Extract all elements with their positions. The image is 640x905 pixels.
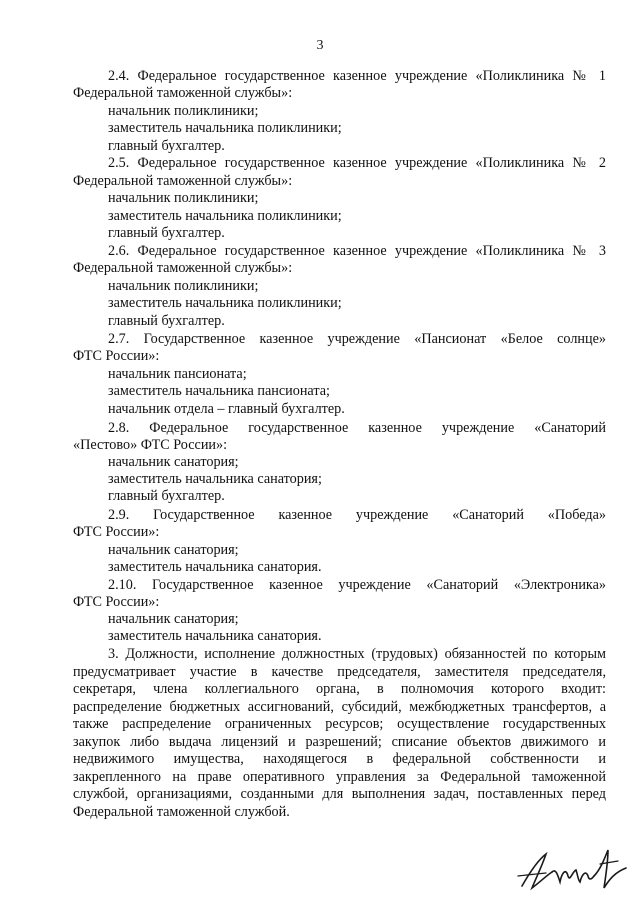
item-2-8-heading-cont: «Пестово» ФТС России»: bbox=[73, 437, 228, 453]
position-line: начальник поликлиники; bbox=[108, 190, 259, 206]
item-2-6-heading-cont: Федеральной таможенной службы»: bbox=[73, 260, 293, 276]
position-line: заместитель начальника санатория. bbox=[108, 559, 322, 575]
item-2-8-heading: 2.8. Федеральное государственное казенное учреждение «Санаторий bbox=[108, 420, 606, 436]
paragraph-3-line: также распределение ограниченных ресурсов; осуществление государственных bbox=[73, 716, 606, 732]
position-line: начальник санатория; bbox=[108, 454, 239, 470]
position-line: начальник санатория; bbox=[108, 542, 239, 558]
item-2-10-heading: 2.10. Государственное казенное учреждение «Санаторий «Электроника» bbox=[108, 577, 606, 593]
item-2-9-heading-cont: ФТС России»: bbox=[73, 524, 160, 540]
paragraph-3-line: Федеральной таможенной службой. bbox=[73, 804, 290, 820]
item-2-9-heading: 2.9. Государственное казенное учреждение «Санаторий «Победа» bbox=[108, 507, 606, 523]
paragraph-3-line: закупок либо выдача лицензий и разрешений; списание объектов движимого и bbox=[73, 734, 606, 750]
item-2-4-heading: 2.4. Федеральное государственное казенное учреждение «Поликлиника № 1 bbox=[108, 68, 606, 84]
position-line: начальник отдела – главный бухгалтер. bbox=[108, 401, 345, 417]
item-2-5-heading-cont: Федеральной таможенной службы»: bbox=[73, 173, 293, 189]
item-2-4-heading-cont: Федеральной таможенной службы»: bbox=[73, 85, 293, 101]
position-line: начальник поликлиники; bbox=[108, 103, 259, 119]
item-2-5-heading: 2.5. Федеральное государственное казенное учреждение «Поликлиника № 2 bbox=[108, 155, 606, 171]
paragraph-3-line: закрепленного на праве оперативного управления за Федеральной таможенной bbox=[73, 769, 606, 785]
paragraph-3-line: 3. Должности, исполнение должностных (трудовых) обязанностей по которым bbox=[108, 646, 606, 662]
position-line: начальник санатория; bbox=[108, 611, 239, 627]
item-2-10-heading-cont: ФТС России»: bbox=[73, 594, 160, 610]
item-2-7-heading-cont: ФТС России»: bbox=[73, 348, 160, 364]
position-line: заместитель начальника поликлиники; bbox=[108, 208, 342, 224]
position-line: главный бухгалтер. bbox=[108, 225, 225, 241]
position-line: начальник пансионата; bbox=[108, 366, 247, 382]
paragraph-3-line: недвижимого имущества, находящегося в федеральной собственности и bbox=[73, 751, 606, 767]
paragraph-3-line: службой, организациями, созданными для выполнения задач, поставленных перед bbox=[73, 786, 606, 802]
handwritten-signature bbox=[512, 842, 630, 894]
position-line: главный бухгалтер. bbox=[108, 138, 225, 154]
position-line: начальник поликлиники; bbox=[108, 278, 259, 294]
item-2-6-heading: 2.6. Федеральное государственное казенное учреждение «Поликлиника № 3 bbox=[108, 243, 606, 259]
item-2-7-heading: 2.7. Государственное казенное учреждение «Пансионат «Белое солнце» bbox=[108, 331, 606, 347]
position-line: заместитель начальника санатория; bbox=[108, 471, 322, 487]
position-line: главный бухгалтер. bbox=[108, 488, 225, 504]
position-line: главный бухгалтер. bbox=[108, 313, 225, 329]
paragraph-3-line: секретаря, члена коллегиального органа, в полномочия которого входит: bbox=[73, 681, 606, 697]
position-line: заместитель начальника поликлиники; bbox=[108, 120, 342, 136]
page-number: 3 bbox=[316, 38, 324, 53]
paragraph-3-line: предусматривает участие в качестве председателя, заместителя председателя, bbox=[73, 664, 606, 680]
paragraph-3-line: распределение бюджетных ассигнований, субсидий, межбюджетных трансфертов, а bbox=[73, 699, 606, 715]
position-line: заместитель начальника поликлиники; bbox=[108, 295, 342, 311]
position-line: заместитель начальника санатория. bbox=[108, 628, 322, 644]
position-line: заместитель начальника пансионата; bbox=[108, 383, 330, 399]
